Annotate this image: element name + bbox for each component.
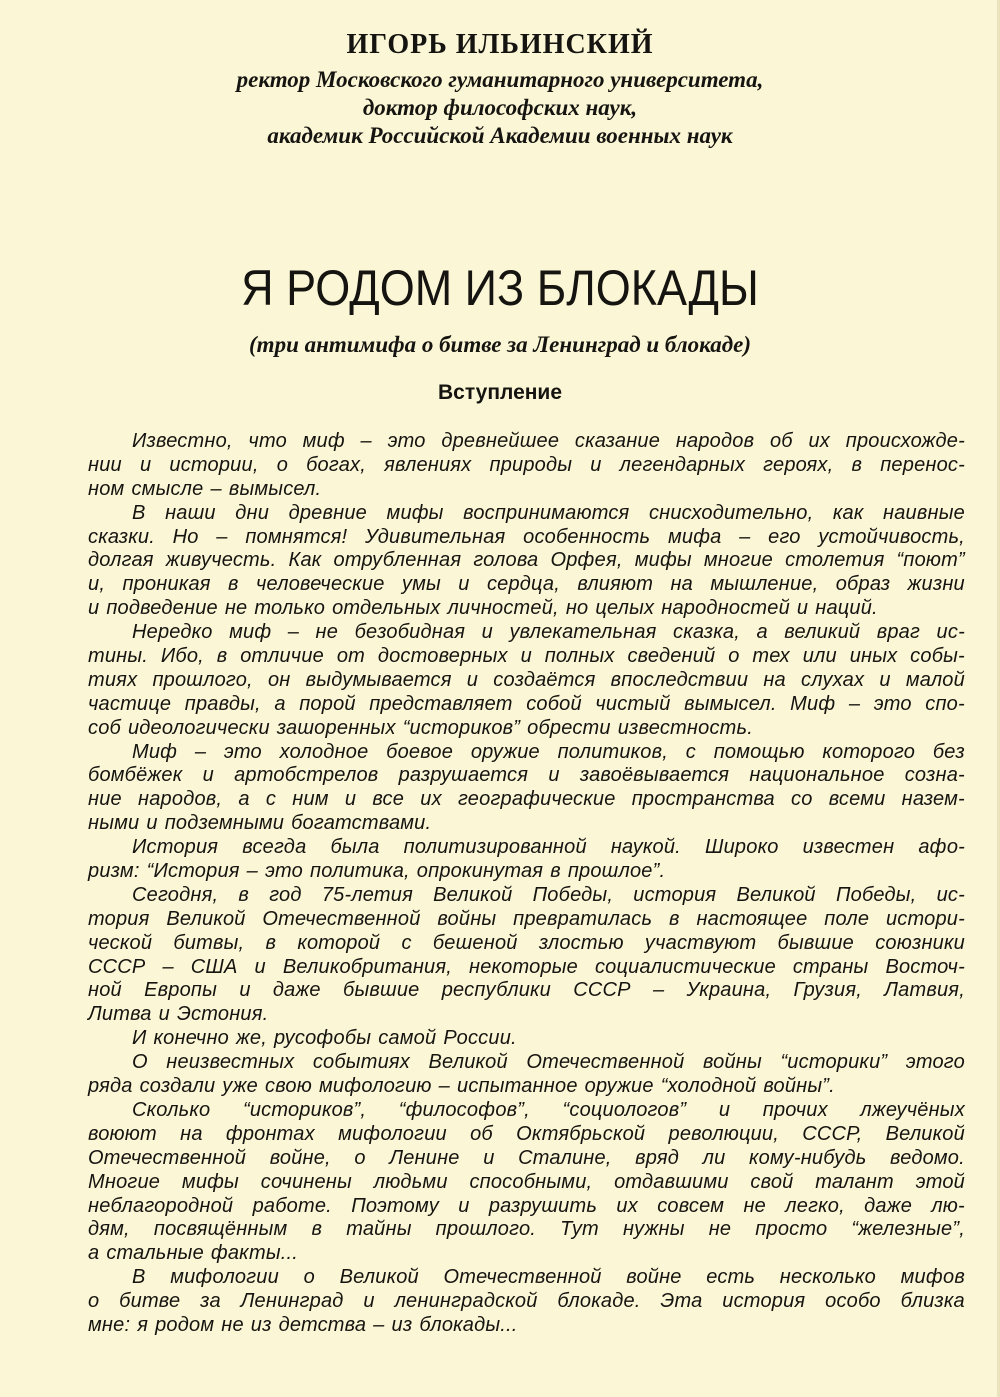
body-text-line: соб идеологически зашоренных “историков” обрести известность. — [88, 716, 753, 739]
article-subtitle: (три антимифа о битве за Ленинград и блокаде) — [249, 332, 751, 357]
body-text-line: И конечно же, русофобы самой России. — [132, 1027, 517, 1050]
body-text-line: мне: я родом не из детства – из блокады... — [88, 1313, 518, 1336]
body-text-line: История всегда была политизированной наукой. Широко известен афо- — [132, 836, 965, 859]
body-text-line: нии и истории, о богах, явлениях природы и легендарных героях, в перенос- — [88, 453, 965, 476]
article-body — [88, 430, 965, 1338]
body-text-line: Миф – это холодное боевое оружие политиков, с помощью которого без — [132, 740, 965, 763]
title-block — [0, 258, 1000, 360]
body-text-line: бомбёжек и артобстрелов разрушается и завоёвывается национальное созна- — [88, 764, 965, 787]
section-heading: Вступление — [437, 381, 563, 404]
body-text-line: дям, посвящённым в тайны прошлого. Тут нужны не просто “железные”, — [88, 1218, 965, 1241]
author-block — [0, 28, 1000, 150]
body-text-line: В наши дни древние мифы воспринимаются снисходительно, как наивные — [132, 501, 965, 524]
body-text-line: ном смысле – вымысел. — [88, 477, 322, 500]
body-text-line: ными и подземными богатствами. — [88, 812, 432, 835]
body-text-line: Сегодня, в год 75-летия Великой Победы, история Великой Победы, ис- — [132, 883, 965, 906]
author-credential-line: ректор Московского гуманитарного университета, — [236, 67, 764, 92]
body-text-line: неблагородной работе. Поэтому и разрушить их совсем не легко, даже лю- — [88, 1194, 965, 1217]
body-text-line: тины. Ибо, в отличие от достоверных и полных сведений о тех или иных собы- — [88, 645, 965, 668]
body-text-line: сказки. Но – помнятся! Удивительная особенность мифа – его устойчивость, — [88, 525, 965, 548]
body-text-line: О неизвестных событиях Великой Отечественной войны “историки” этого — [132, 1051, 965, 1074]
author-credential-line: доктор философских наук, — [362, 95, 638, 120]
body-text-line: Известно, что миф – это древнейшее сказание народов об их происхожде- — [132, 430, 965, 452]
article-title: Я РОДОМ ИЗ БЛОКАДЫ — [241, 260, 759, 316]
body-text-line: Отечественной войне, о Ленине и Сталине, вряд ли кому-нибудь ведомо. — [88, 1146, 965, 1169]
body-text-line: В мифологии о Великой Отечественной войне есть несколько мифов — [132, 1266, 965, 1289]
body-text-line: и, проникая в человеческие умы и сердца, влияют на мышление, образ жизни — [88, 573, 965, 596]
body-text-line: Литва и Эстония. — [88, 1003, 269, 1026]
body-text-line: долгая живучесть. Как отрубленная голова Орфея, мифы многие столетия “поют” — [88, 549, 965, 572]
body-text-line: тория Великой Отечественной войны превратилась в настоящее поле истори- — [88, 907, 965, 930]
body-text-line: воюют на фронтах мифологии об Октябрьской революции, СССР, Великой — [88, 1122, 965, 1145]
body-text-line: тиях прошлого, он выдумывается и создаётся впоследствии на слухах и малой — [88, 668, 965, 691]
body-text-line: ризм: “История – это политика, опрокинутая в прошлое”. — [88, 860, 666, 883]
body-text-line: Сколько “историков”, “философов”, “социологов” и прочих лжеучёных — [132, 1098, 965, 1121]
body-text-line: СССР – США и Великобритания, некоторые социалистические страны Восточ- — [88, 955, 965, 978]
body-text-line: о битве за Ленинград и ленинградской блокаде. Эта история особо близка — [88, 1290, 965, 1313]
author-credential-line: академик Российской Академии военных наук — [267, 123, 733, 148]
body-text-line: Нередко миф – не безобидная и увлекательная сказка, а великий враг ис- — [132, 621, 965, 644]
author-name: ИГОРЬ ИЛЬИНСКИЙ — [346, 29, 654, 60]
body-text-line: частице правды, а порой представляет собой чистый вымысел. Миф – это спо- — [88, 692, 965, 715]
body-text-line: ной Европы и даже бывшие республики СССР – Украина, Грузия, Латвия, — [88, 979, 965, 1002]
body-text-line: и подведение не только отдельных личностей, но целых народностей и наций. — [88, 597, 878, 620]
body-text-line: Многие мифы сочинены людьми способными, отдавшими свой талант этой — [88, 1170, 965, 1193]
body-text-line: ние народов, а с ним и все их географические пространства со всеми назем- — [88, 788, 965, 811]
body-text-line: ряда создали уже свою мифологию – испытанное оружие “холодной войны”. — [88, 1075, 835, 1098]
body-text-line: а стальные факты... — [88, 1242, 299, 1265]
body-text-line: ческой битвы, в которой с бешеной злостью участвуют бывшие союзники — [88, 931, 965, 954]
author-credentials — [0, 66, 1000, 150]
